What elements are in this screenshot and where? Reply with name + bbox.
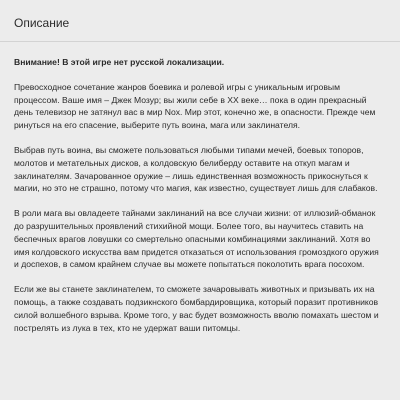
section-title: Описание	[14, 16, 70, 30]
localization-warning: Внимание! В этой игре нет русской локализации.	[14, 57, 225, 67]
section-header	[0, 0, 400, 42]
description-paragraph-mage: В роли мага вы овладеете тайнами заклинаний на все случаи жизни: от иллюзий-обманок до разрушительных проявлений стихийной мощи. Более того, вы научитесь ставить на беспечных врагов ловушки со смертельно опасными комбинациями заклинаний. Хотя во имя колдовского искусства вам придется отказаться от использования громоздкого оружия и доспехов, в самом крайнем случае вы можете попытаться поколотить врага посохом.	[14, 208, 379, 270]
description-paragraph-intro: Превосходное сочетание жанров боевика и ролевой игры с уникальным игровым процессом. Ваше имя – Джек Мозур; вы жили себе в XX веке… пока в один прекрасный день телевизор не затянул вас в мир Nox. Мир этот, конечно же, в опасности. Прежде чем ринуться на его спасение, выберите путь воина, мага или заклинателя.	[14, 81, 376, 131]
description-content	[0, 42, 400, 334]
description-paragraph-conjurer: Если же вы станете заклинателем, то сможете зачаровывать животных и призывать их на помощь, а также создавать подзикнского бомбардировщика, который поразит противников силой волшебного взрыва. Кроме того, у вас будет возможность вволю помахать шестом и пострелять из лука в тех, кто не удержат ваши питомцы.	[14, 284, 379, 333]
description-paragraph-warrior: Выбрав путь воина, вы сможете пользоваться любыми типами мечей, боевых топоров, молотов и метательных дисков, а колдовскую белиберду оставите на откуп магам и заклинателям. Зачарованное оружие – лишь единственная возможность прикоснуться к магии, но это не страшно, потому что магия, как известно, существует лишь для слабаков.	[14, 144, 378, 194]
